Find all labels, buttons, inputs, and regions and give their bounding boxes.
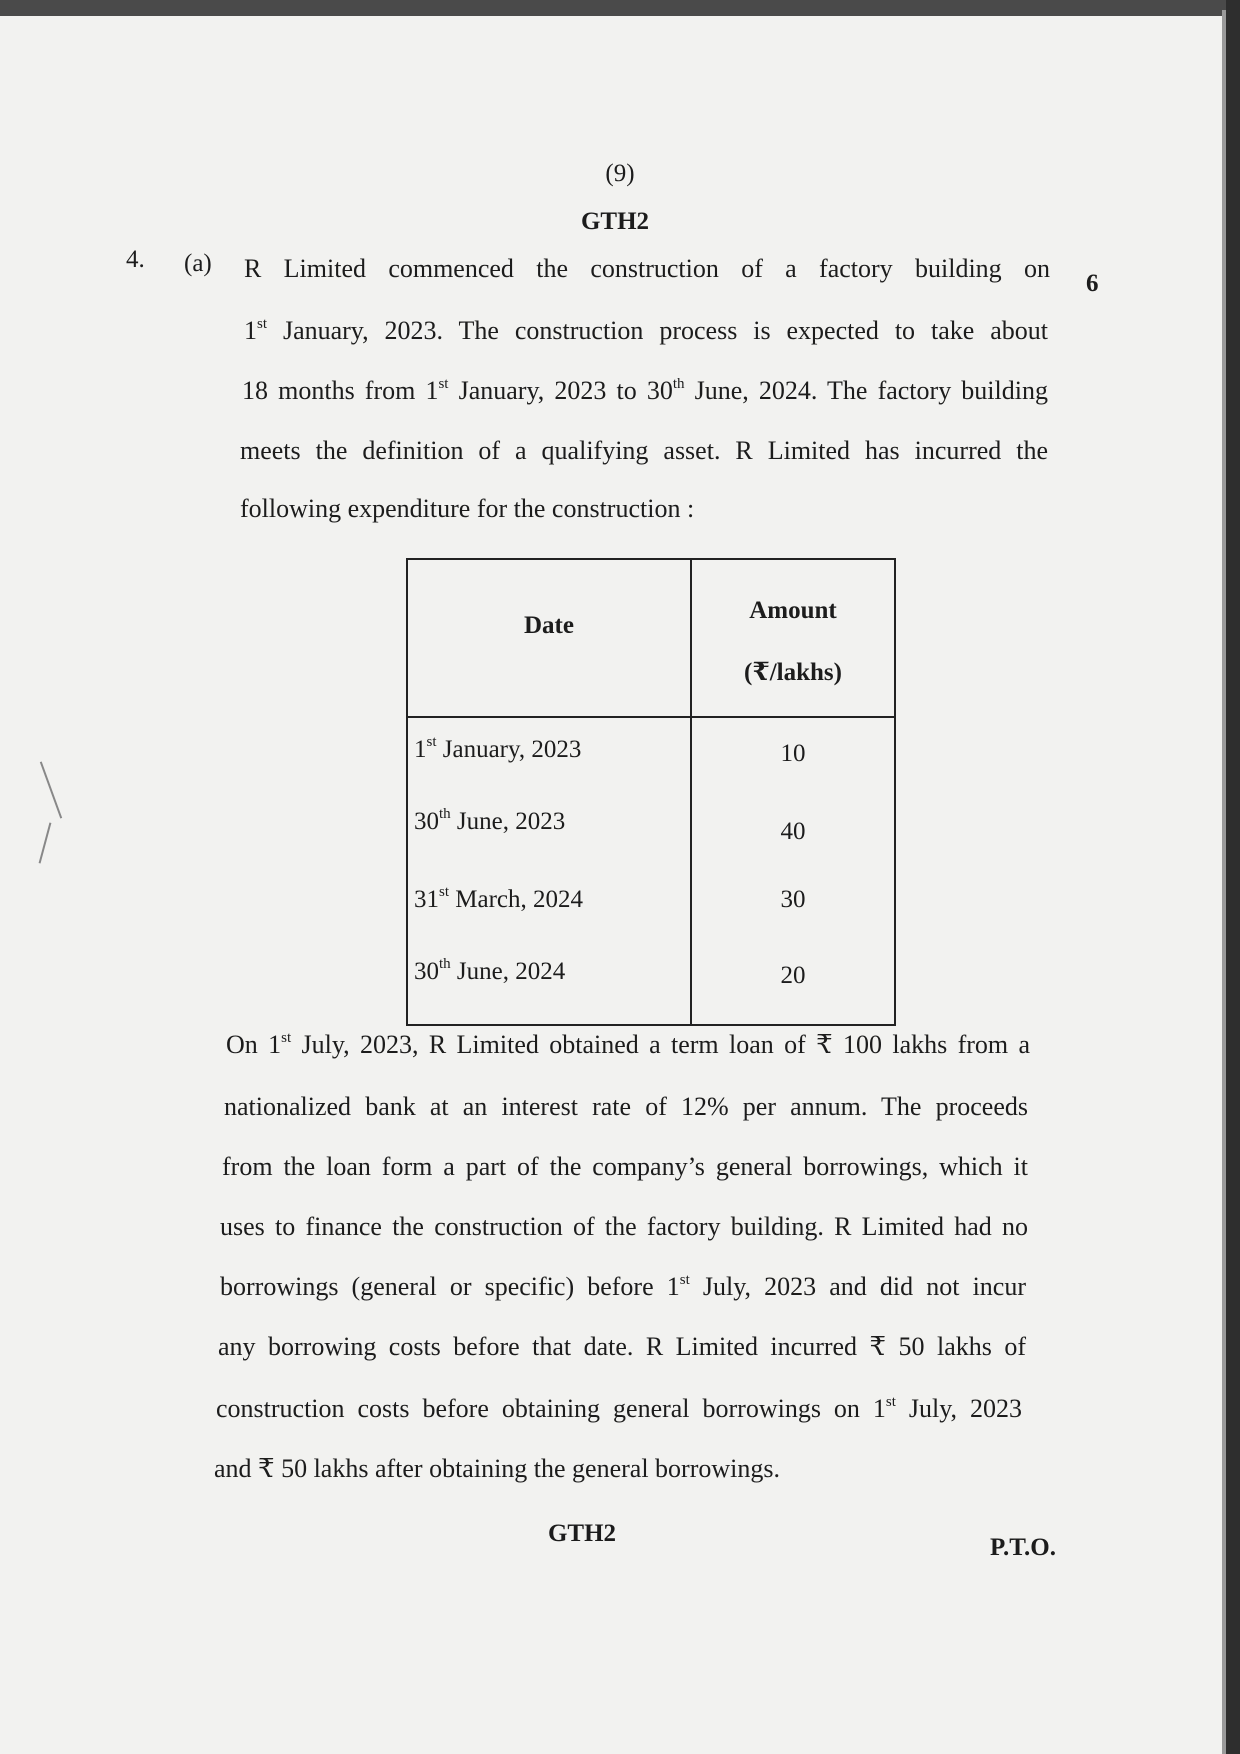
table-cell-date: 30th June, 2023 [414,806,566,835]
table-cell-amount: 30 [780,886,806,913]
paragraph-line: following expenditure for the construction : [240,494,695,523]
scan-top-edge [0,0,1240,16]
paragraph-line: from the loan form a part of the company’s general borrowings, which it [222,1152,1028,1181]
marks-value: 6 [1086,270,1099,297]
paragraph-line: construction costs before obtaining general borrowings on 1st July, 2023 [216,1394,1023,1423]
paragraph-line: and ₹ 50 lakhs after obtaining the general borrowings. [214,1454,780,1483]
pencil-mark [40,761,62,818]
table-divider [408,716,894,718]
table-cell-date: 1st January, 2023 [414,734,582,763]
table-cell-amount: 10 [780,740,806,767]
table-cell-date: 30th June, 2024 [414,956,566,985]
page-number: (9) [605,160,635,187]
paragraph-line: 18 months from 1st January, 2023 to 30th June, 2024. The factory building [242,376,1048,405]
paper-code-footer: GTH2 [547,1520,617,1547]
scan-right-edge [1226,0,1240,1754]
paper-code-header: GTH2 [580,208,650,235]
paragraph-line: meets the definition of a qualifying asset. R Limited has incurred the [240,436,1048,465]
question-part: (a) [184,250,212,277]
table-header-date: Date [524,612,574,639]
table-cell-amount: 20 [780,962,806,989]
table-cell-date: 31st March, 2024 [414,884,584,913]
expenditure-table [406,558,896,1026]
scan-right-shadow [1222,10,1226,1754]
pto-label: P.T.O. [990,1534,1056,1561]
paragraph-line: borrowings (general or specific) before 1st July, 2023 and did not incur [220,1272,1027,1301]
paragraph-line: any borrowing costs before that date. R Limited incurred ₹ 50 lakhs of [218,1332,1026,1361]
paragraph-line: R Limited commenced the construction of a factory building on [244,254,1050,283]
paragraph-line: 1st January, 2023. The construction process is expected to take about [244,316,1048,345]
pencil-mark [39,822,52,863]
paragraph-line: uses to finance the construction of the factory building. R Limited had no [220,1212,1028,1241]
paragraph-line: nationalized bank at an interest rate of 12% per annum. The proceeds [224,1092,1028,1121]
paragraph-line: On 1st July, 2023, R Limited obtained a term loan of ₹ 100 lakhs from a [226,1030,1031,1059]
table-header-amount: Amount (₹/lakhs) [744,597,842,686]
table-cell-amount: 40 [780,818,806,845]
question-number: 4. [126,246,145,273]
